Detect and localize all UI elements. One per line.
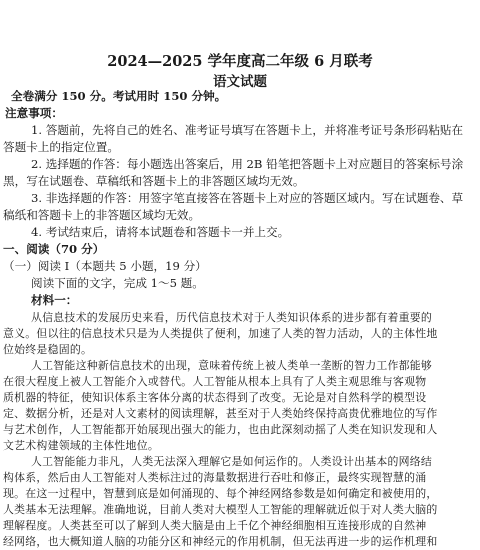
subsection-heading: （一）阅读 I（本题共 5 小题，19 分） <box>3 259 207 273</box>
passage-line: 从信息技术的发展历史来看，历代信息技术对于人类知识体系的进步都有着重要的 <box>31 311 433 324</box>
passage-line: 理解程度。人类甚至可以了解到人类大脑是由上千亿个神经细胞相互连接形成的自然神 <box>3 519 427 532</box>
passage-line: 人工智能这种新信息技术的出现，意味着传统上被人类单一垄断的智力工作都能够 <box>31 359 433 372</box>
material-label: 材料一： <box>31 293 78 307</box>
passage-line: 经网络，也大概知道人脑的功能分区和神经元的作用机制，但无法再进一步的运作机理和 <box>3 535 438 548</box>
passage-line: 质机器的特征，使知识体系主客体分离的状态得到了改变。无论是对自然科学的模型设 <box>3 391 427 404</box>
note-line: 稿纸和答题卡上的非答题区域均无效。 <box>3 208 201 222</box>
note-line: 1. 答题前，先将自己的姓名、准考证号填写在答题卡上，并将准考证号条形码粘贴在 <box>31 123 464 137</box>
note-line: 4. 考试结束后，请将本试题卷和答题卡一并上交。 <box>31 225 290 239</box>
passage-line: 意义。但以往的信息技术只是为人类提供了便利，加速了人类的智力活动，人的主体性地 <box>3 327 438 340</box>
passage-line: 现。在这一过程中，智慧到底是如何涌现的、每个神经网络参数是如何确定和被使用的， <box>3 487 438 500</box>
passage-line: 构体系，然后由人工智能对人类标注过的海量数据进行吞吐和修正，最终实现智慧的涌 <box>3 471 427 484</box>
note-line: 3. 非选择题的作答：用签字笔直接答在答题卡上对应的答题区域内。写在试题卷、草 <box>31 191 464 205</box>
passage-line: 与艺术创作，人工智能都开始展现出强大的能力，也由此深刻动摇了人类在知识发现和人 <box>3 423 438 436</box>
passage-line: 文艺术构建领域的主体性地位。 <box>3 439 159 452</box>
exam-full-score: 全卷满分 150 分。考试用时 150 分钟。 <box>11 89 227 103</box>
note-line: 答题卡上的指定位置。 <box>3 140 119 154</box>
passage-line: 定、数据分析，还是对人文素材的阅读理解，甚至对于人类始终保持高贵优雅地位的写作 <box>3 407 438 420</box>
passage-line: 人工智能能力非凡，人类无法深入理解它是如何运作的。人类设计出基本的网络结 <box>31 455 433 468</box>
exam-title: 2024—2025 学年度高二年级 6 月联考 <box>107 53 373 70</box>
reading-instruction: 阅读下面的文字，完成 1～5 题。 <box>31 276 204 290</box>
note-line: 黑，写在试题卷、草稿纸和答题卡上的非答题区域均无效。 <box>3 174 305 188</box>
passage-line: 人类基本无法理解。准确地说，目前人类对大模型人工智能的理解就近似于对人类大脑的 <box>3 503 438 516</box>
notes-heading: 注意事项： <box>5 106 63 120</box>
note-line: 2. 选择题的作答：每小题选出答案后，用 2B 铅笔把答题卡上对应题目的答案标号涂 <box>31 157 464 171</box>
passage-line: 在很大程度上被人工智能介入或替代。人工智能从根本上具有了人类主观思维与客观物 <box>3 375 427 388</box>
exam-subtitle: 语文试题 <box>213 74 267 90</box>
passage-line: 位始终是稳固的。 <box>3 343 93 356</box>
section-heading: 一、阅读（70 分） <box>3 242 105 256</box>
